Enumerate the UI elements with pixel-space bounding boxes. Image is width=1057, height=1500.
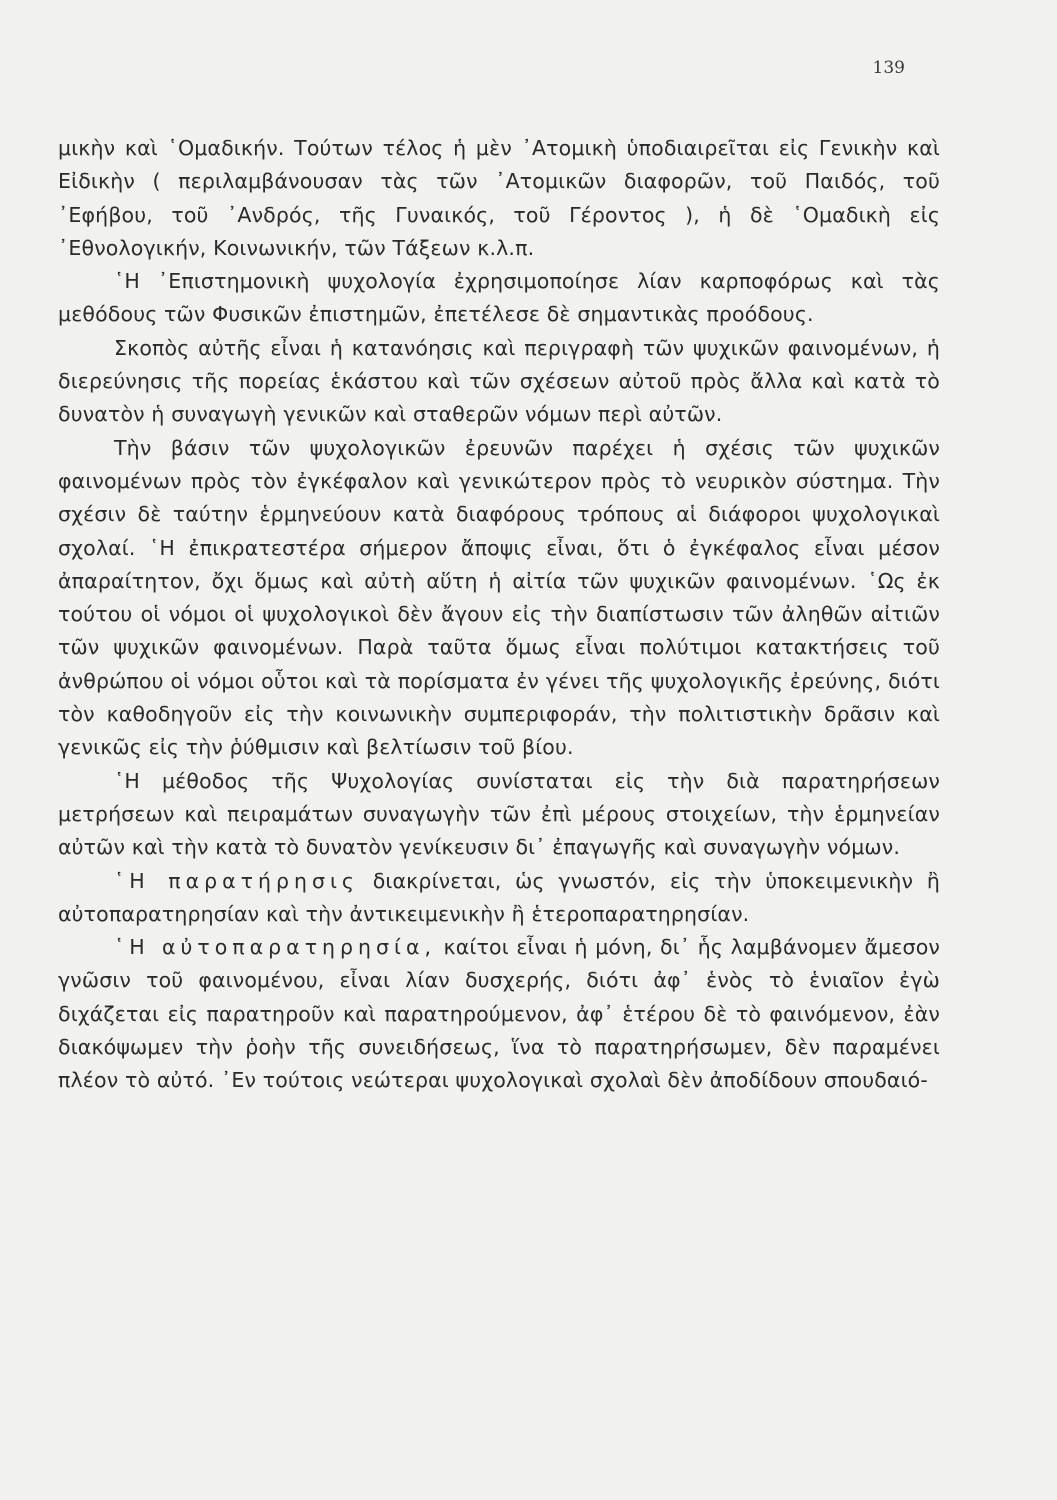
paragraph-method: ῾Η μέθοδος τῆς Ψυχολογίας συνίσταται εἰς τὴν διὰ παρατηρήσεων μετρήσεων καὶ πειραμάτων συναγωγὴν τῶν ἐπὶ μέρους στοιχείων, τὴν ἑρμηνείαν αὐτῶν καὶ τὴν κατὰ τὸ δυνατὸν γενίκευσιν δι᾿ ἐπαγωγῆς καὶ συναγωγὴν νόμων. — [58, 768, 940, 860]
paragraph-self-observation — [58, 931, 940, 1097]
paragraph-classification: μικὴν καὶ ῾Ομαδικήν. Τούτων τέλος ἡ μὲν ᾿Ατομικὴ ὑποδιαιρεῖται εἰς Γενικὴν καὶ Εἰδικὴν ( περιλαμβάνουσαν τὰς τῶν ᾿Ατομικῶν διαφορῶν, τοῦ Παιδός, τοῦ ᾿Εφήβου, τοῦ ᾿Ανδρός, τῆς Γυναικός, τοῦ Γέροντος ), ἡ δὲ ῾Ομαδικὴ εἰς ᾿Εθνολογικήν, Κοινωνικήν, τῶν Τάξεων κ.λ.π. — [58, 136, 940, 260]
page-number: 139 — [872, 58, 905, 78]
paragraph-scientific-psychology: ῾Η ᾿Επιστημονικὴ ψυχολογία ἐχρησιμοποίησε λίαν καρποφόρως καὶ τὰς μεθόδους τῶν Φυσικῶν ἐπιστημῶν, ἐπετέλεσε δὲ σημαντικὰς προόδους. — [58, 269, 940, 327]
paragraph-observation-text: διακρίνεται, ὡς γνωστόν, εἰς τὴν ὑποκειμενικὴν ἢ αὐτοπαρατηρησίαν καὶ τὴν ἀντικειμενικὴν ἢ ἑτεροπαρατηρησίαν. — [58, 868, 940, 926]
term-observation: ῾Η παρατήρησις — [114, 868, 359, 893]
paragraph-observation — [58, 865, 940, 932]
paragraph-aim: Σκοπὸς αὐτῆς εἶναι ἡ κατανόησις καὶ περιγραφὴ τῶν ψυχικῶν φαινομένων, ἡ διερεύνησις τῆς πορείας ἑκάστου καὶ τῶν σχέσεων αὐτοῦ πρὸς ἄλλα καὶ κατὰ τὸ δυνατὸν ἡ συναγωγὴ γενικῶν καὶ σταθερῶν νόμων περὶ αὐτῶν. — [58, 335, 940, 427]
paragraph-self-observation-text: καίτοι εἶναι ἡ μόνη, δι᾿ ἧς λαμβάνομεν ἄμεσον γνῶσιν τοῦ φαινομένου, εἶναι λίαν δυσχερής, διότι ἀφ᾿ ἑνὸς τὸ ἑνιαῖον ἐγὼ διχάζεται εἰς παρατηροῦν καὶ παρατηρούμενον, ἀφ᾿ ἑτέρου δὲ τὸ φαινόμενον, ἐὰν διακόψωμεν τὴν ῥοὴν τῆς συνειδήσεως, ἵνα τὸ παρατηρήσωμεν, δὲν παραμένει πλέον τὸ αὐτό. ᾿Εν τούτοις νεώτεραι ψυχολογικαὶ σχολαὶ δὲν ἀποδίδουν σπουδαιό- — [58, 935, 940, 1093]
paragraph-basis: Τὴν βάσιν τῶν ψυχολογικῶν ἐρευνῶν παρέχει ἡ σχέσις τῶν ψυχικῶν φαινομένων πρὸς τὸν ἐγκέφαλον καὶ γενικώτερον πρὸς τὸ νευρικὸν σύστημα. Τὴν σχέσιν δὲ ταύτην ἑρμηνεύουν κατὰ διαφόρους τρόπους αἱ διάφοροι ψυχολογικαὶ σχολαί. ῾Η ἐπικρατεστέρα σήμερον ἄποψις εἶναι, ὅτι ὁ ἐγκέφαλος εἶναι μέσον ἀπαραίτητον, ὄχι ὅμως καὶ αὐτὴ αὕτη ἡ αἰτία τῶν ψυχικῶν φαινομένων. ῾Ως ἐκ τούτου οἱ νόμοι οἱ ψυχολογικοὶ δὲν ἄγουν εἰς τὴν διαπίστωσιν τῶν ἀληθῶν αἰτιῶν τῶν ψυχικῶν φαινομένων. Παρὰ ταῦτα ὅμως εἶναι πολύτιμοι κατακτήσεις τοῦ ἀνθρώπου οἱ νόμοι οὗτοι καὶ τὰ πορίσματα ἐν γένει τῆς ψυχολογικῆς ἐρεύνης, διότι τὸν καθοδηγοῦν εἰς τὴν κοινωνικὴν συμπεριφοράν, τὴν πολιτιστικὴν δρᾶσιν καὶ γενικῶς εἰς τὴν ῥύθμισιν καὶ βελτίωσιν τοῦ βίου. — [58, 435, 940, 760]
body-text — [58, 132, 940, 1098]
term-self-observation: ῾Η αὐτοπαρατηρησία, — [114, 935, 436, 960]
